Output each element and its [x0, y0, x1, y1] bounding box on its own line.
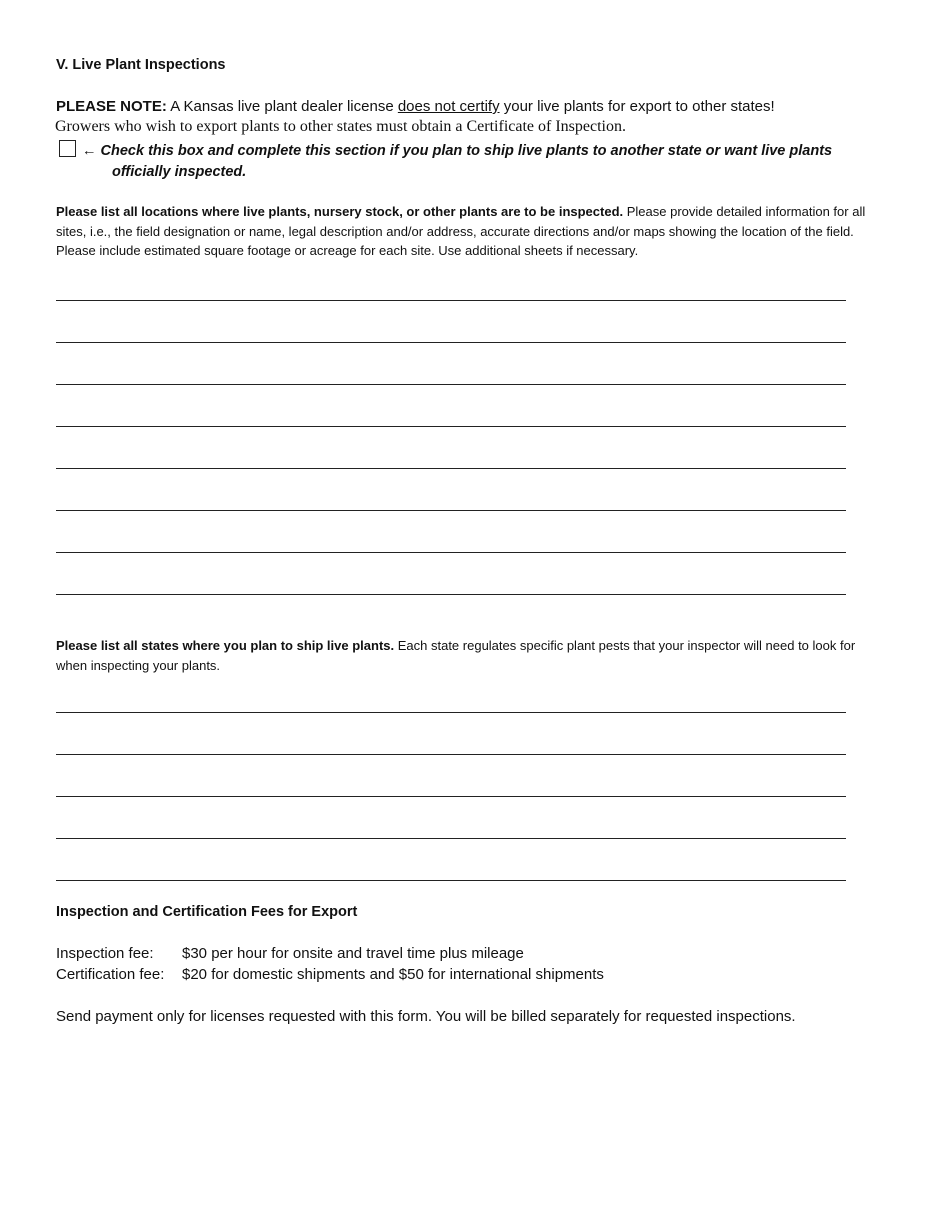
- location-entry-line[interactable]: [56, 300, 846, 301]
- locations-instructions-bold: Please list all locations where live plants, nursery stock, or other plants are to be inspected.: [56, 204, 624, 219]
- please-note: [56, 98, 775, 115]
- please-note-text-after: your live plants for export to other states!: [499, 98, 775, 115]
- inspection-checkbox[interactable]: [59, 140, 76, 157]
- checkbox-instruction-line2: officially inspected.: [112, 164, 247, 180]
- left-arrow-icon: ←: [82, 143, 97, 159]
- state-entry-line[interactable]: [56, 880, 846, 881]
- location-entry-line[interactable]: [56, 426, 846, 427]
- please-note-underlined: does not certify: [397, 98, 500, 115]
- state-entry-line[interactable]: [56, 796, 846, 797]
- inspection-checkbox-row: [59, 140, 879, 183]
- location-entry-line[interactable]: [56, 384, 846, 385]
- locations-instructions: [56, 202, 886, 261]
- state-entry-line[interactable]: [56, 712, 846, 713]
- checkbox-instruction-line1: Check this box and complete this section if you plan to ship live plants to another state or want live plants: [100, 143, 833, 159]
- state-entry-line[interactable]: [56, 838, 846, 839]
- location-entry-line[interactable]: [56, 468, 846, 469]
- locations-instructions-body: Please provide detailed information for all sites, i.e., the field designation or name, legal description and/or address, accurate directions and/or maps showing the location of the field. Please include estimated square footage or acreage for each site. Use additional sheets if necessary.: [56, 204, 866, 258]
- location-entry-line[interactable]: [56, 552, 846, 553]
- certification-fee-row: [56, 966, 604, 983]
- section-title: V. Live Plant Inspections: [56, 57, 226, 73]
- please-note-label: PLEASE NOTE:: [56, 98, 167, 115]
- location-entry-line[interactable]: [56, 510, 846, 511]
- states-instructions: [56, 636, 886, 675]
- states-instructions-bold: Please list all states where you plan to ship live plants.: [56, 638, 395, 653]
- please-note-text-before: A Kansas live plant dealer license: [166, 98, 398, 115]
- certification-fee-value: $20 for domestic shipments and $50 for international shipments: [182, 966, 604, 983]
- payment-note: Send payment only for licenses requested with this form. You will be billed separately for requested inspections.: [56, 1008, 796, 1025]
- states-instructions-body: Each state regulates specific plant pests that your inspector will need to look for when inspecting your plants.: [56, 638, 856, 673]
- certification-fee-label: Certification fee:: [56, 966, 165, 983]
- inspection-fee-row: [56, 945, 524, 962]
- inspection-fee-value: $30 per hour for onsite and travel time plus mileage: [182, 945, 524, 962]
- location-entry-line[interactable]: [56, 342, 846, 343]
- inspection-fee-label: Inspection fee:: [56, 945, 154, 962]
- fees-heading: Inspection and Certification Fees for Export: [56, 904, 358, 920]
- growers-notice: Growers who wish to export plants to other states must obtain a Certificate of Inspection.: [55, 118, 626, 135]
- location-entry-line[interactable]: [56, 594, 846, 595]
- state-entry-line[interactable]: [56, 754, 846, 755]
